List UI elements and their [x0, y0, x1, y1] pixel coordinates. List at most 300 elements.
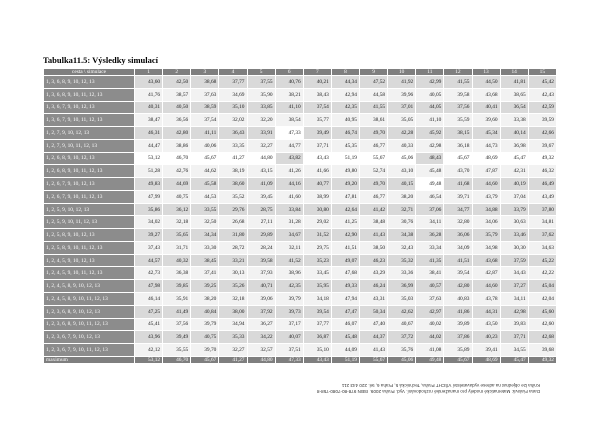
value-cell: 41,09: [247, 178, 275, 191]
path-cell: 1, 2, 6, 7, 9, 10, 12, 13: [44, 178, 135, 191]
value-cell: 44,58: [360, 88, 388, 101]
value-cell: 35,10: [219, 101, 247, 114]
value-cell: 38,65: [500, 88, 528, 101]
value-cell: 32,20: [247, 114, 275, 127]
value-cell: 40,02: [416, 318, 444, 331]
value-cell: 41,42: [360, 203, 388, 216]
header-cell-simulation: 9: [360, 69, 388, 76]
value-cell: 44,57: [135, 254, 163, 267]
path-cell: 1, 2, 6, 8, 9, 10, 11, 12, 13: [44, 165, 135, 178]
value-cell: 42,99: [416, 76, 444, 89]
value-cell: 36,38: [163, 267, 191, 280]
header-cell-simulation: 12: [444, 69, 472, 76]
value-cell: 40,23: [472, 331, 500, 344]
header-cell-simulation: 15: [528, 69, 556, 76]
value-cell: 45,92: [416, 127, 444, 140]
value-cell: 46,14: [135, 293, 163, 306]
value-cell: 42,28: [388, 127, 416, 140]
value-cell: 50,34: [360, 305, 388, 318]
value-cell: 33,91: [247, 127, 275, 140]
value-cell: 40,33: [388, 139, 416, 152]
value-cell: 42,68: [528, 331, 556, 344]
value-cell: 36,27: [247, 318, 275, 331]
value-cell: 41,10: [416, 114, 444, 127]
maximum-value-cell: 45,47: [500, 357, 528, 364]
value-cell: 41,51: [331, 241, 359, 254]
value-cell: 44,62: [191, 165, 219, 178]
value-cell: 35,05: [388, 114, 416, 127]
value-cell: 34,43: [500, 267, 528, 280]
value-cell: 35,95: [303, 280, 331, 293]
value-cell: 34,77: [444, 203, 472, 216]
table-row: [44, 241, 557, 254]
table-row: [44, 203, 557, 216]
value-cell: 44,34: [331, 76, 359, 89]
value-cell: 37,41: [191, 267, 219, 280]
value-cell: 38,15: [444, 127, 472, 140]
value-cell: 26,68: [219, 216, 247, 229]
maximum-value-cell: 49,48: [416, 357, 444, 364]
value-cell: 34,67: [275, 229, 303, 242]
value-cell: 40,71: [247, 280, 275, 293]
value-cell: 42,98: [500, 305, 528, 318]
table-row: [44, 344, 557, 357]
maximum-value-cell: 46,70: [163, 357, 191, 364]
header-cell-simulation: 5: [247, 69, 275, 76]
value-cell: 45,67: [444, 152, 472, 165]
value-cell: 34,63: [528, 241, 556, 254]
value-cell: 34,38: [388, 229, 416, 242]
value-cell: 40,67: [388, 318, 416, 331]
value-cell: 32,18: [219, 293, 247, 306]
value-cell: 34,55: [500, 344, 528, 357]
value-cell: 41,68: [444, 178, 472, 191]
value-cell: 35,03: [388, 293, 416, 306]
value-cell: 47,81: [331, 190, 359, 203]
path-cell: 1, 2, 7, 9, 10, 12, 13: [44, 127, 135, 140]
value-cell: 38,68: [191, 76, 219, 89]
value-cell: 40,05: [416, 88, 444, 101]
value-cell: 38,41: [416, 267, 444, 280]
value-cell: 44,37: [360, 331, 388, 344]
value-cell: 41,60: [275, 190, 303, 203]
path-cell: 1, 2, 5, 9, 10, 12, 13: [44, 203, 135, 216]
value-cell: 33,46: [500, 229, 528, 242]
value-cell: 49,48: [416, 178, 444, 191]
value-cell: 42,59: [528, 101, 556, 114]
value-cell: 45,47: [500, 152, 528, 165]
value-cell: 37,63: [191, 88, 219, 101]
footer-line-2: Kniha lze objednat na adrese vydavatelství VŠCHT Praha, Technická 5, Praha 6, tel. 220 443 211: [341, 383, 540, 388]
value-cell: 39,85: [163, 280, 191, 293]
table-row: [44, 88, 557, 101]
value-cell: 36,12: [163, 203, 191, 216]
value-cell: 35,32: [388, 254, 416, 267]
value-cell: 30,63: [500, 216, 528, 229]
value-cell: 47,99: [135, 190, 163, 203]
table-row: [44, 254, 557, 267]
value-cell: 37,56: [163, 318, 191, 331]
value-cell: 39,73: [275, 305, 303, 318]
value-cell: 36,18: [444, 139, 472, 152]
value-cell: 49,07: [331, 254, 359, 267]
value-cell: 33,38: [500, 114, 528, 127]
path-cell: 1, 3, 6, 7, 9, 10, 12, 13: [44, 101, 135, 114]
value-cell: 35,52: [219, 190, 247, 203]
value-cell: 38,20: [388, 190, 416, 203]
value-cell: 29,76: [219, 203, 247, 216]
value-cell: 39,68: [528, 344, 556, 357]
value-cell: 42,43: [528, 88, 556, 101]
value-cell: 40,75: [163, 190, 191, 203]
value-cell: 43,79: [472, 190, 500, 203]
value-cell: 39,25: [191, 280, 219, 293]
value-cell: 34,34: [191, 229, 219, 242]
path-cell: 1, 2, 6, 8, 9, 10, 12, 13: [44, 152, 135, 165]
path-cell: 1, 2, 4, 5, 8, 9, 10, 12, 13: [44, 280, 135, 293]
value-cell: 32,80: [444, 216, 472, 229]
value-cell: 37,51: [275, 344, 303, 357]
value-cell: 35,65: [163, 229, 191, 242]
value-cell: 41,81: [500, 76, 528, 89]
value-cell: 40,14: [500, 127, 528, 140]
value-cell: 51,28: [135, 165, 163, 178]
value-cell: 37,80: [528, 203, 556, 216]
value-cell: 42,64: [331, 203, 359, 216]
value-cell: 44,31: [472, 305, 500, 318]
value-cell: 35,55: [163, 344, 191, 357]
value-cell: 34,69: [219, 88, 247, 101]
value-cell: 40,19: [500, 178, 528, 191]
value-cell: 46,70: [163, 152, 191, 165]
header-cell-simulation: 3: [191, 69, 219, 76]
value-cell: 39,59: [528, 114, 556, 127]
value-cell: 37,59: [500, 254, 528, 267]
value-cell: 42,97: [416, 305, 444, 318]
value-cell: 38,50: [360, 241, 388, 254]
value-cell: 40,21: [303, 76, 331, 89]
value-cell: 49,70: [360, 127, 388, 140]
value-cell: 34,18: [303, 293, 331, 306]
value-cell: 33,85: [247, 101, 275, 114]
value-cell: 37,93: [247, 267, 275, 280]
header-cell-simulation: 13: [472, 69, 500, 76]
value-cell: 39,67: [528, 139, 556, 152]
value-cell: 38,20: [191, 293, 219, 306]
value-cell: 53,12: [135, 152, 163, 165]
value-cell: 42,22: [528, 267, 556, 280]
value-cell: 32,27: [219, 344, 247, 357]
value-cell: 45,60: [528, 305, 556, 318]
table-header-row: [44, 69, 557, 76]
value-cell: 38,00: [219, 305, 247, 318]
value-cell: 31,52: [303, 229, 331, 242]
page-title: Tabulka11.5: Výsledky simulací: [43, 55, 159, 65]
value-cell: 41,76: [135, 88, 163, 101]
value-cell: 42,98: [416, 139, 444, 152]
value-cell: 41,26: [275, 165, 303, 178]
value-cell: 41,49: [163, 305, 191, 318]
value-cell: 46,24: [360, 280, 388, 293]
value-cell: 49,32: [528, 152, 556, 165]
value-cell: 42,94: [331, 88, 359, 101]
value-cell: 33,55: [191, 203, 219, 216]
value-cell: 41,10: [275, 101, 303, 114]
header-cell-simulation: 8: [331, 69, 359, 76]
value-cell: 42,04: [528, 293, 556, 306]
value-cell: 41,55: [444, 76, 472, 89]
value-cell: 30,76: [388, 216, 416, 229]
maximum-value-cell: 47,33: [275, 357, 303, 364]
value-cell: 38,43: [303, 88, 331, 101]
value-cell: 37,55: [247, 76, 275, 89]
value-cell: 44,50: [472, 76, 500, 89]
value-cell: 42,12: [135, 344, 163, 357]
value-cell: 43,49: [528, 190, 556, 203]
path-cell: 1, 2, 5, 9, 10, 11, 12, 13: [44, 216, 135, 229]
value-cell: 38,59: [191, 101, 219, 114]
value-cell: 37,71: [303, 139, 331, 152]
value-cell: 33,21: [219, 254, 247, 267]
header-cell-simulation: 6: [275, 69, 303, 76]
value-cell: 34,22: [247, 331, 275, 344]
value-cell: 36,98: [500, 139, 528, 152]
value-cell: 39,79: [275, 293, 303, 306]
table-row: [44, 318, 557, 331]
value-cell: 51,19: [331, 152, 359, 165]
value-cell: 45,35: [331, 139, 359, 152]
value-cell: 39,49: [163, 331, 191, 344]
value-cell: 39,83: [500, 318, 528, 331]
value-cell: 35,89: [444, 344, 472, 357]
value-cell: 34,09: [444, 241, 472, 254]
value-cell: 47,87: [472, 165, 500, 178]
value-cell: 40,50: [163, 101, 191, 114]
value-cell: 42,35: [331, 101, 359, 114]
maximum-value-cell: 41,27: [219, 357, 247, 364]
value-cell: 43,96: [135, 331, 163, 344]
value-cell: 35,90: [247, 88, 275, 101]
value-cell: 38,48: [360, 216, 388, 229]
value-cell: 43,60: [135, 76, 163, 89]
value-cell: 37,56: [444, 101, 472, 114]
table-row: [44, 165, 557, 178]
path-cell: 1, 2, 3, 6, 7, 9, 10, 11, 12, 13: [44, 344, 135, 357]
value-cell: 36,43: [219, 127, 247, 140]
value-cell: 37,06: [416, 203, 444, 216]
table-row: [44, 152, 557, 165]
value-cell: 46,74: [331, 127, 359, 140]
value-cell: 42,90: [331, 229, 359, 242]
value-cell: 34,81: [528, 216, 556, 229]
page-footer-rotated: [60, 382, 540, 394]
value-cell: 40,95: [331, 114, 359, 127]
value-cell: 43,43: [303, 152, 331, 165]
value-cell: 41,52: [275, 254, 303, 267]
value-cell: 34,11: [416, 216, 444, 229]
value-cell: 29,75: [303, 241, 331, 254]
value-cell: 44,53: [191, 190, 219, 203]
value-cell: 45,48: [331, 331, 359, 344]
value-cell: 36,87: [303, 331, 331, 344]
value-cell: 32,50: [191, 216, 219, 229]
value-cell: 37,71: [500, 331, 528, 344]
value-cell: 37,27: [500, 280, 528, 293]
value-cell: 32,43: [388, 241, 416, 254]
value-cell: 46,23: [360, 254, 388, 267]
table-row: [44, 139, 557, 152]
value-cell: 37,54: [191, 114, 219, 127]
value-cell: 40,41: [472, 101, 500, 114]
value-cell: 43,29: [360, 267, 388, 280]
value-cell: 43,82: [275, 152, 303, 165]
value-cell: 37,62: [528, 229, 556, 242]
maximum-row: [44, 357, 557, 364]
value-cell: 44,60: [472, 178, 500, 191]
value-cell: 41,43: [360, 344, 388, 357]
results-table: [43, 68, 557, 364]
table-row: [44, 229, 557, 242]
value-cell: 31,28: [275, 216, 303, 229]
value-cell: 28,72: [219, 241, 247, 254]
value-cell: 45,41: [135, 318, 163, 331]
value-cell: 44,80: [247, 152, 275, 165]
value-cell: 45,42: [528, 76, 556, 89]
value-cell: 39,89: [444, 318, 472, 331]
value-cell: 30,13: [219, 267, 247, 280]
table-row: [44, 216, 557, 229]
value-cell: 45,22: [528, 254, 556, 267]
value-cell: 36,54: [500, 101, 528, 114]
value-cell: 37,77: [219, 76, 247, 89]
value-cell: 37,77: [303, 318, 331, 331]
value-cell: 44,73: [472, 139, 500, 152]
value-cell: 28,75: [247, 203, 275, 216]
header-cell-simulation: 10: [388, 69, 416, 76]
value-cell: 44,09: [331, 344, 359, 357]
value-cell: 29,02: [303, 216, 331, 229]
path-cell: 1, 2, 4, 5, 9, 10, 11, 12, 13: [44, 267, 135, 280]
value-cell: 37,86: [444, 331, 472, 344]
value-cell: 38,47: [135, 114, 163, 127]
value-cell: 47,52: [360, 76, 388, 89]
value-cell: 38,54: [275, 114, 303, 127]
value-cell: 35,76: [388, 344, 416, 357]
value-cell: 42,73: [135, 267, 163, 280]
value-cell: 49,70: [360, 178, 388, 191]
value-cell: 39,27: [135, 229, 163, 242]
value-cell: 43,31: [360, 293, 388, 306]
value-cell: 39,49: [303, 127, 331, 140]
value-cell: 49,80: [331, 165, 359, 178]
value-cell: 34,98: [472, 241, 500, 254]
value-cell: 34,11: [500, 293, 528, 306]
value-cell: 45,04: [528, 280, 556, 293]
value-cell: 46,49: [528, 178, 556, 191]
value-cell: 39,58: [247, 254, 275, 267]
value-cell: 36,28: [416, 229, 444, 242]
value-cell: 46,31: [135, 127, 163, 140]
value-cell: 30,80: [303, 203, 331, 216]
value-cell: 38,61: [360, 114, 388, 127]
value-cell: 38,19: [219, 165, 247, 178]
value-cell: 39,96: [388, 88, 416, 101]
value-cell: 40,31: [135, 101, 163, 114]
value-cell: 37,04: [500, 190, 528, 203]
maximum-value-cell: 43,43: [303, 357, 331, 364]
table-row: [44, 280, 557, 293]
value-cell: 40,76: [275, 76, 303, 89]
value-cell: 42,62: [388, 305, 416, 318]
value-cell: 45,67: [191, 152, 219, 165]
value-cell: 41,51: [444, 254, 472, 267]
value-cell: 40,32: [163, 254, 191, 267]
value-cell: 41,66: [303, 165, 331, 178]
value-cell: 39,58: [444, 88, 472, 101]
header-cell-simulation: 14: [500, 69, 528, 76]
value-cell: 42,31: [500, 165, 528, 178]
maximum-value-cell: 44,80: [247, 357, 275, 364]
value-cell: 47,47: [331, 305, 359, 318]
value-cell: 32,57: [247, 344, 275, 357]
value-cell: 43,78: [472, 293, 500, 306]
value-cell: 42,87: [472, 267, 500, 280]
value-cell: 41,43: [360, 229, 388, 242]
value-cell: 48,43: [416, 152, 444, 165]
value-cell: 49,83: [135, 178, 163, 191]
footer-line-1: Dana Fialová: Matematické modely pro manažerské rozhodování. Vyd. Praha 2009. ISBN 978-80-7080-758-8: [316, 389, 540, 394]
path-cell: 1, 3, 6, 8, 9, 10, 11, 12, 13: [44, 88, 135, 101]
value-cell: 46,77: [360, 139, 388, 152]
value-cell: 43,70: [444, 165, 472, 178]
path-cell: 1, 3, 6, 8, 9, 10, 12, 13: [44, 76, 135, 89]
value-cell: 47,33: [275, 127, 303, 140]
value-cell: 43,15: [247, 165, 275, 178]
value-cell: 40,75: [191, 331, 219, 344]
path-cell: 1, 2, 5, 8, 9, 10, 12, 13: [44, 229, 135, 242]
value-cell: 37,01: [388, 101, 416, 114]
value-cell: 41,35: [416, 254, 444, 267]
value-cell: 27,11: [247, 216, 275, 229]
value-cell: 41,25: [331, 216, 359, 229]
value-cell: 44,77: [275, 139, 303, 152]
value-cell: 32,11: [275, 241, 303, 254]
value-cell: 44,05: [416, 101, 444, 114]
value-cell: 32,71: [388, 203, 416, 216]
value-cell: 46,32: [528, 165, 556, 178]
path-cell: 1, 2, 3, 6, 8, 9, 10, 11, 12, 13: [44, 318, 135, 331]
value-cell: 45,48: [416, 165, 444, 178]
table-row: [44, 190, 557, 203]
maximum-value-cell: 53,12: [135, 357, 163, 364]
value-cell: 43,68: [472, 254, 500, 267]
value-cell: 33,36: [388, 267, 416, 280]
value-cell: 52,74: [360, 165, 388, 178]
value-cell: 40,15: [388, 178, 416, 191]
value-cell: 41,92: [388, 76, 416, 89]
value-cell: 33,79: [500, 203, 528, 216]
value-cell: 45,58: [191, 178, 219, 191]
value-cell: 41,08: [416, 344, 444, 357]
value-cell: 37,17: [275, 318, 303, 331]
table-row: [44, 331, 557, 344]
value-cell: 37,54: [303, 101, 331, 114]
value-cell: 41,55: [360, 101, 388, 114]
value-cell: 40,07: [275, 331, 303, 344]
path-cell: 1, 2, 4, 5, 9, 10, 12, 13: [44, 254, 135, 267]
value-cell: 41,86: [444, 305, 472, 318]
value-cell: 33,30: [191, 241, 219, 254]
